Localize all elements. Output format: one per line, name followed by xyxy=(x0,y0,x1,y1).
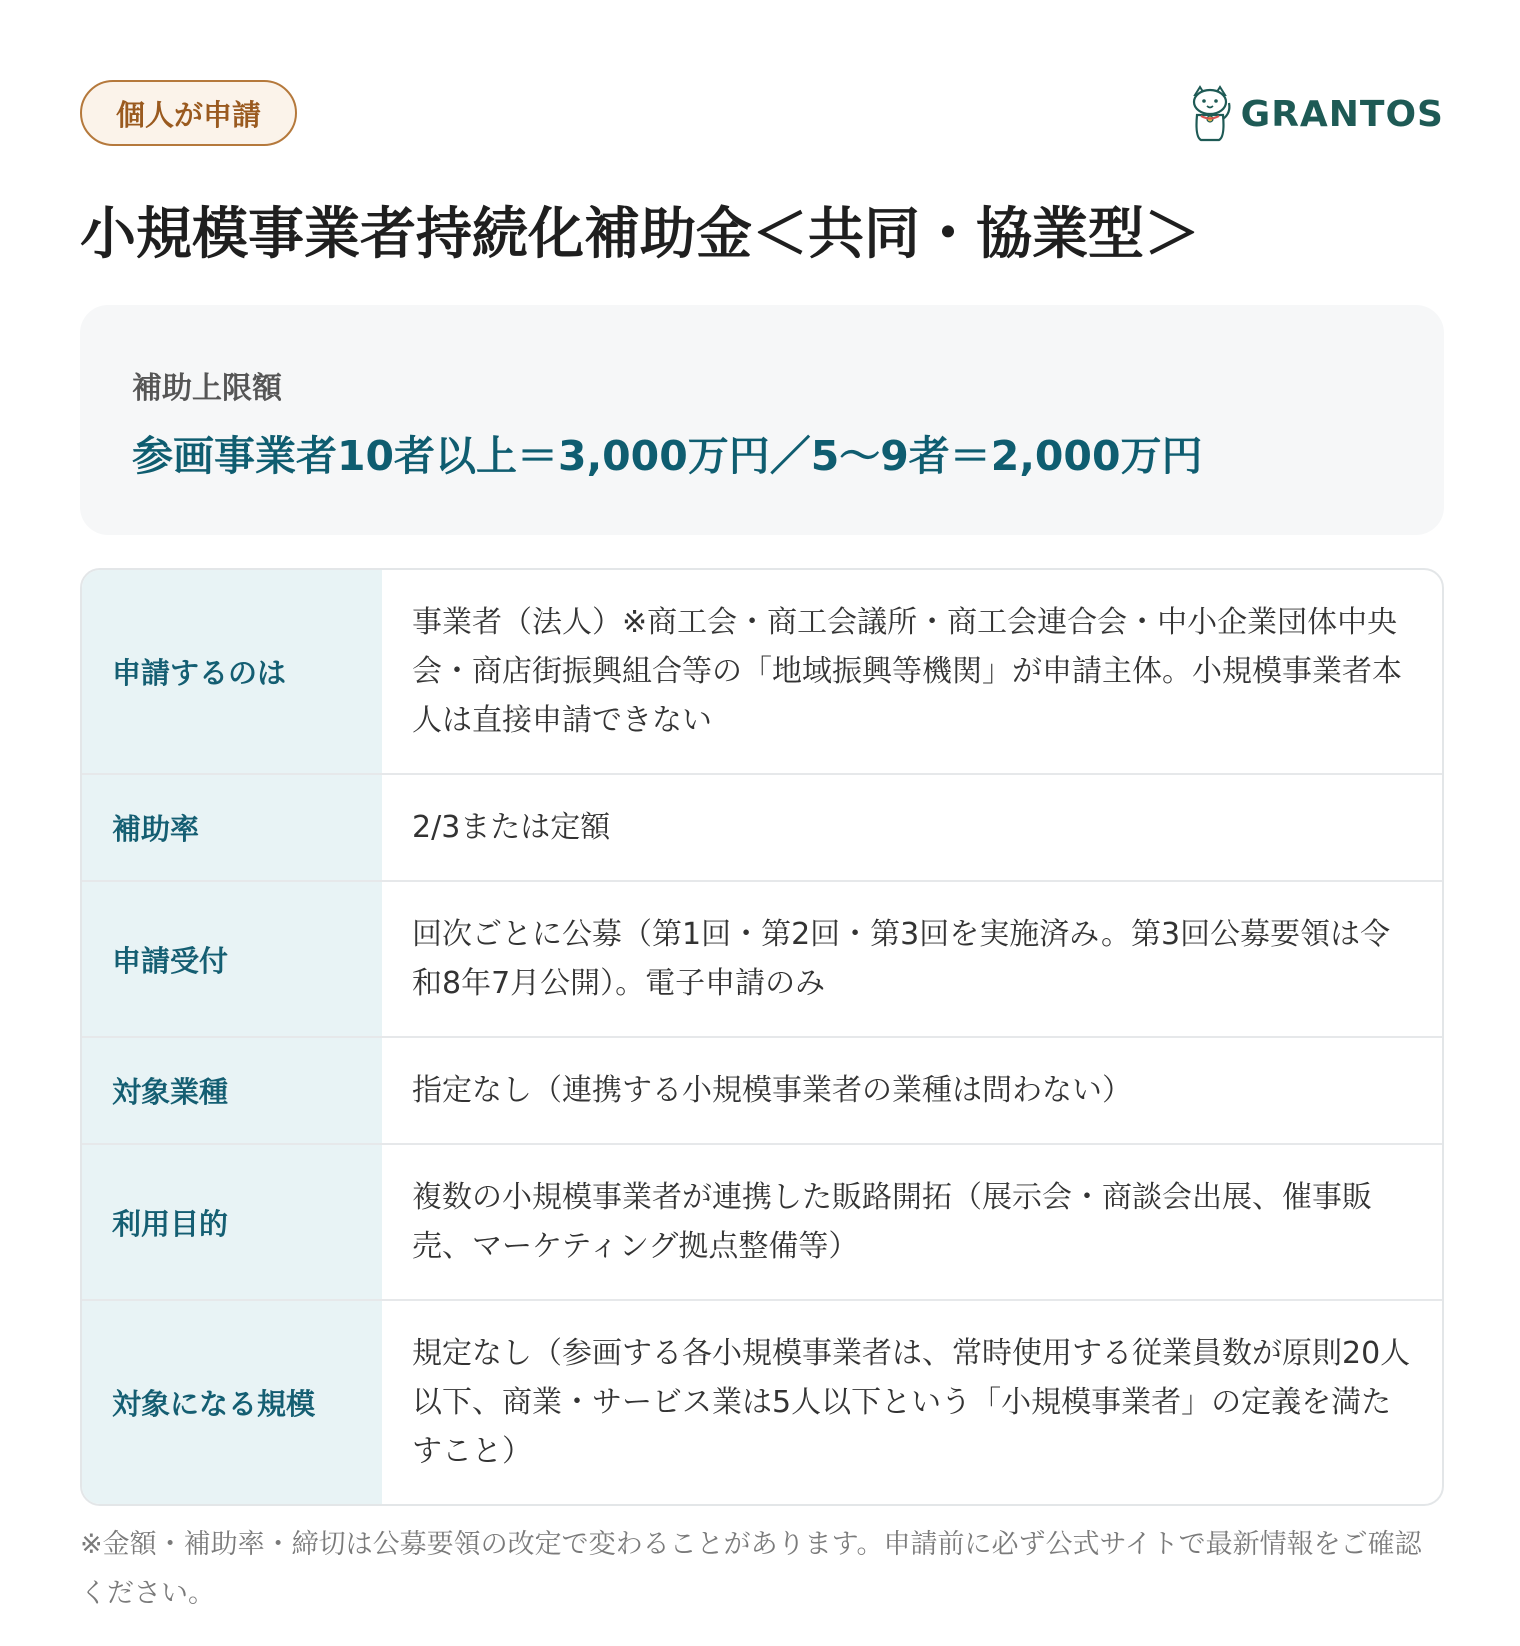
max-amount-label: 補助上限額 xyxy=(132,371,282,406)
table-row-scale xyxy=(82,1301,1442,1504)
table-row-applicant xyxy=(82,570,1442,775)
table-row-industry xyxy=(82,1038,1442,1145)
table-row-reception xyxy=(82,882,1442,1038)
row-label: 対象業種 xyxy=(82,1038,382,1143)
info-table xyxy=(80,568,1444,1506)
max-amount-card xyxy=(80,305,1444,535)
row-label: 対象になる規模 xyxy=(82,1301,382,1504)
disclaimer-note: ※金額・補助率・締切は公募要領の改定で変わることがあります。申請前に必ず公式サイトで最新情報をご確認ください。 xyxy=(80,1529,1422,1609)
table-row-purpose xyxy=(82,1145,1442,1301)
table-row-rate xyxy=(82,775,1442,882)
row-label: 申請受付 xyxy=(82,882,382,1036)
header xyxy=(80,80,1444,150)
page-title: 小規模事業者持続化補助金＜共同・協業型＞ xyxy=(80,202,1200,267)
max-amount-value: 参画事業者10者以上＝3,000万円／5〜9者＝2,000万円 xyxy=(132,432,1203,480)
brand-logo[interactable] xyxy=(1187,84,1444,144)
lucky-cat-icon xyxy=(1187,85,1233,143)
row-value: 規定なし（参画する各小規模事業者は、常時使用する従業員数が原則20人以下、商業・サービス業は5人以下という「小規模事業者」の定義を満たすこと） xyxy=(412,1336,1411,1469)
row-value: 回次ごとに公募（第1回・第2回・第3回を実施済み。第3回公募要領は令和8年7月公開）。電子申請のみ xyxy=(412,917,1391,1001)
row-value: 複数の小規模事業者が連携した販路開拓（展示会・商談会出展、催事販売、マーケティング拠点整備等） xyxy=(412,1180,1372,1264)
row-value: 指定なし（連携する小規模事業者の業種は問わない） xyxy=(412,1073,1132,1108)
applicant-type-badge: 個人が申請 xyxy=(80,80,297,146)
row-value: 2/3または定額 xyxy=(412,810,611,845)
row-label: 利用目的 xyxy=(82,1145,382,1299)
row-value: 事業者（法人）※商工会・商工会議所・商工会連合会・中小企業団体中央会・商店街振興組合等の「地域振興等機関」が申請主体。小規模事業者本人は直接申請できない xyxy=(412,605,1402,738)
brand-name: GRANTOS xyxy=(1240,93,1444,135)
row-label: 申請するのは xyxy=(82,570,382,773)
row-label: 補助率 xyxy=(82,775,382,880)
